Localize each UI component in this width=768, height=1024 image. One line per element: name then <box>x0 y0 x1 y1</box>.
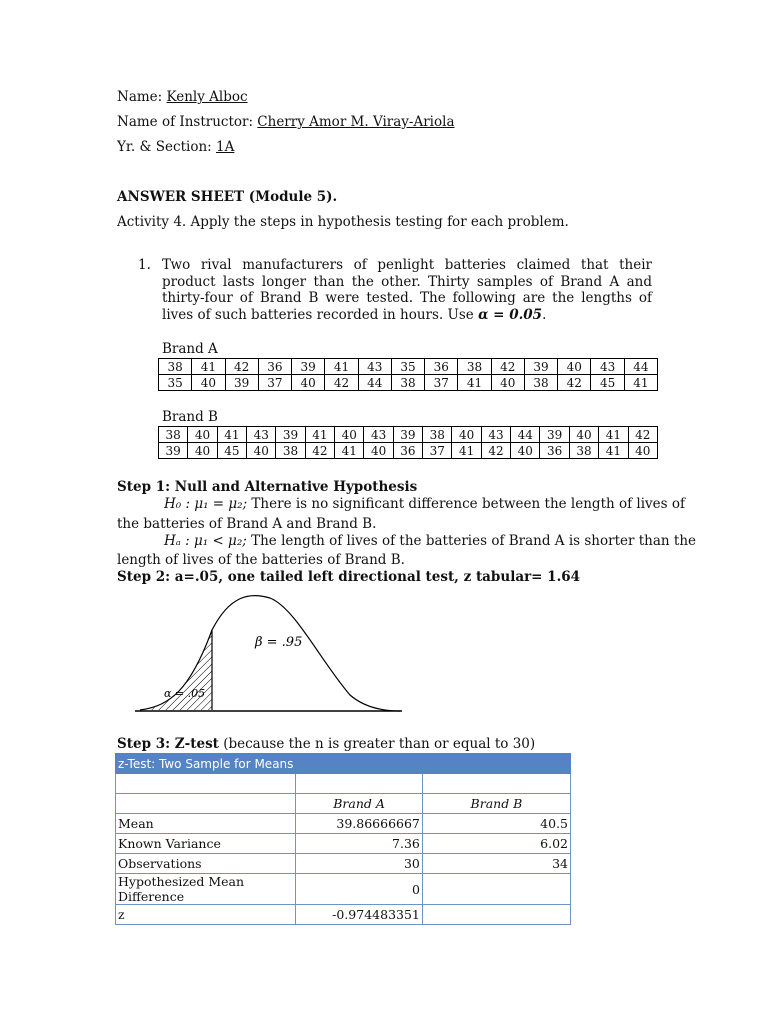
brand-b-cell: 41 <box>305 427 334 443</box>
section-label: Yr. & Section: <box>117 139 216 155</box>
brand-a-cell: 37 <box>258 375 291 391</box>
ztest-header-row <box>116 794 571 814</box>
step3-heading <box>117 736 535 752</box>
name-label: Name: <box>117 89 167 105</box>
brand-a-cell: 38 <box>524 375 557 391</box>
ztest-cell-label: Mean <box>116 814 296 834</box>
brand-b-row <box>159 443 658 459</box>
brand-b-cell: 38 <box>423 427 452 443</box>
ztest-cell-a: 7.36 <box>296 834 423 854</box>
alpha-expression: α = 0.05 <box>478 306 543 323</box>
brand-b-table <box>158 426 658 459</box>
step3-heading-bold: Step 3: Z-test <box>117 736 219 752</box>
problem-number: 1. <box>138 257 151 273</box>
col-brand-a: Brand A <box>296 794 423 814</box>
col-brand-b: Brand B <box>422 794 570 814</box>
brand-a-cell: 41 <box>458 375 491 391</box>
ztest-cell-label: Known Variance <box>116 834 296 854</box>
h0-text-2: the batteries of Brand A and Brand B. <box>117 516 377 532</box>
brand-a-cell: 38 <box>391 375 424 391</box>
section-value: 1A <box>215 139 235 155</box>
alpha-label: α = .05 <box>164 687 206 700</box>
instructor-label: Name of Instructor: <box>117 114 258 130</box>
ztest-row <box>116 854 571 874</box>
problem-text <box>162 257 652 323</box>
brand-a-cell: 40 <box>558 359 591 375</box>
instructor-line <box>117 114 455 130</box>
ztest-cell-label: Hypothesized Mean Difference <box>116 874 296 905</box>
ztest-table <box>115 753 571 925</box>
brand-b-cell: 40 <box>188 443 217 459</box>
ztest-cell-a: -0.974483351 <box>296 905 423 925</box>
brand-a-cell: 41 <box>624 375 657 391</box>
ztest-row <box>116 814 571 834</box>
ztest-row <box>116 874 571 905</box>
brand-a-cell: 42 <box>558 375 591 391</box>
name-line <box>117 89 248 105</box>
step3-heading-rest: (because the n is greater than or equal to 30) <box>218 736 536 752</box>
brand-b-cell: 40 <box>452 427 481 443</box>
problem-body: Two rival manufacturers of penlight batteries claimed that their product lasts longer than the other. Thirty samples of Brand A and thirty-four of Brand B were tested. The following are the lengths of lives of such batteries recorded in hours. Use <box>162 257 652 323</box>
brand-a-cell: 44 <box>358 375 391 391</box>
brand-a-cell: 38 <box>159 359 192 375</box>
ztest-title: z-Test: Two Sample for Means <box>116 754 571 774</box>
brand-b-cell: 41 <box>599 443 628 459</box>
name-value: Kenly Alboc <box>166 89 248 105</box>
h0-line <box>164 496 685 512</box>
h0-symbol: H₀ : μ₁ = μ₂; <box>164 496 248 512</box>
brand-b-cell: 38 <box>276 443 305 459</box>
ha-text-2: length of lives of the batteries of Brand B. <box>117 552 405 568</box>
ztest-cell-b: 40.5 <box>422 814 570 834</box>
brand-a-cell: 42 <box>325 375 358 391</box>
ztest-row <box>116 905 571 925</box>
brand-b-cell: 41 <box>599 427 628 443</box>
brand-b-cell: 45 <box>217 443 246 459</box>
beta-label: β = .95 <box>255 635 303 650</box>
h0-text-1: There is no significant difference between the length of lives of <box>247 496 685 512</box>
brand-a-cell: 41 <box>192 359 225 375</box>
ztest-row <box>116 834 571 854</box>
brand-b-cell: 40 <box>364 443 393 459</box>
ztest-cell-label: Observations <box>116 854 296 874</box>
brand-a-cell: 39 <box>292 359 325 375</box>
brand-b-cell: 42 <box>628 427 658 443</box>
brand-b-cell: 39 <box>159 443 188 459</box>
ztest-cell-b: 34 <box>422 854 570 874</box>
brand-a-cell: 42 <box>225 359 258 375</box>
brand-b-cell: 42 <box>481 443 510 459</box>
brand-b-label: Brand B <box>162 409 218 425</box>
brand-a-cell: 39 <box>524 359 557 375</box>
brand-b-cell: 39 <box>540 427 569 443</box>
brand-b-cell: 40 <box>335 427 364 443</box>
answer-sheet-title: ANSWER SHEET (Module 5). <box>117 189 338 205</box>
brand-a-cell: 36 <box>425 359 458 375</box>
ztest-cell-b <box>422 874 570 905</box>
brand-a-row <box>159 375 658 391</box>
brand-b-cell: 38 <box>569 443 598 459</box>
activity-instruction: Activity 4. Apply the steps in hypothesis testing for each problem. <box>117 214 569 230</box>
ztest-cell-a: 0 <box>296 874 423 905</box>
ztest-cell-a: 30 <box>296 854 423 874</box>
brand-a-row <box>159 359 658 375</box>
brand-a-cell: 35 <box>391 359 424 375</box>
instructor-value: Cherry Amor M. Viray-Ariola <box>257 114 455 130</box>
brand-a-label: Brand A <box>162 341 218 357</box>
brand-a-cell: 44 <box>624 359 657 375</box>
brand-b-row <box>159 427 658 443</box>
brand-b-cell: 40 <box>511 443 540 459</box>
brand-b-cell: 40 <box>628 443 658 459</box>
brand-b-cell: 43 <box>481 427 510 443</box>
brand-a-cell: 40 <box>192 375 225 391</box>
brand-b-cell: 39 <box>393 427 422 443</box>
brand-a-cell: 43 <box>591 359 624 375</box>
brand-a-cell: 45 <box>591 375 624 391</box>
brand-a-cell: 42 <box>491 359 524 375</box>
brand-b-cell: 37 <box>423 443 452 459</box>
brand-b-cell: 36 <box>540 443 569 459</box>
ztest-blank-row <box>116 774 571 794</box>
ha-line <box>164 533 696 549</box>
ztest-cell-label: z <box>116 905 296 925</box>
ha-symbol: Hₐ : μ₁ < μ₂; <box>164 533 247 549</box>
brand-b-cell: 41 <box>217 427 246 443</box>
brand-a-cell: 37 <box>425 375 458 391</box>
section-line <box>117 139 234 155</box>
problem-end: . <box>542 306 547 323</box>
brand-a-cell: 38 <box>458 359 491 375</box>
brand-b-cell: 40 <box>569 427 598 443</box>
brand-b-cell: 41 <box>452 443 481 459</box>
ztest-title-row <box>116 754 571 774</box>
brand-b-cell: 40 <box>247 443 276 459</box>
brand-b-cell: 42 <box>305 443 334 459</box>
brand-b-cell: 40 <box>188 427 217 443</box>
brand-a-cell: 39 <box>225 375 258 391</box>
brand-a-cell: 40 <box>292 375 325 391</box>
brand-a-table <box>158 358 658 391</box>
brand-a-cell: 36 <box>258 359 291 375</box>
ztest-cell-b: 6.02 <box>422 834 570 854</box>
brand-b-cell: 43 <box>364 427 393 443</box>
brand-b-cell: 43 <box>247 427 276 443</box>
brand-b-cell: 39 <box>276 427 305 443</box>
ha-text-1: The length of lives of the batteries of Brand A is shorter than the <box>246 533 697 549</box>
normal-curve-figure <box>130 590 410 720</box>
step2-heading: Step 2: a=.05, one tailed left directional test, z tabular= 1.64 <box>117 569 581 585</box>
step1-heading: Step 1: Null and Alternative Hypothesis <box>117 479 418 495</box>
brand-b-cell: 41 <box>335 443 364 459</box>
brand-a-cell: 43 <box>358 359 391 375</box>
brand-a-cell: 35 <box>159 375 192 391</box>
ztest-cell-b <box>422 905 570 925</box>
brand-b-cell: 36 <box>393 443 422 459</box>
brand-a-cell: 41 <box>325 359 358 375</box>
ztest-cell-a: 39.86666667 <box>296 814 423 834</box>
brand-b-cell: 38 <box>159 427 188 443</box>
brand-b-cell: 44 <box>511 427 540 443</box>
brand-a-cell: 40 <box>491 375 524 391</box>
